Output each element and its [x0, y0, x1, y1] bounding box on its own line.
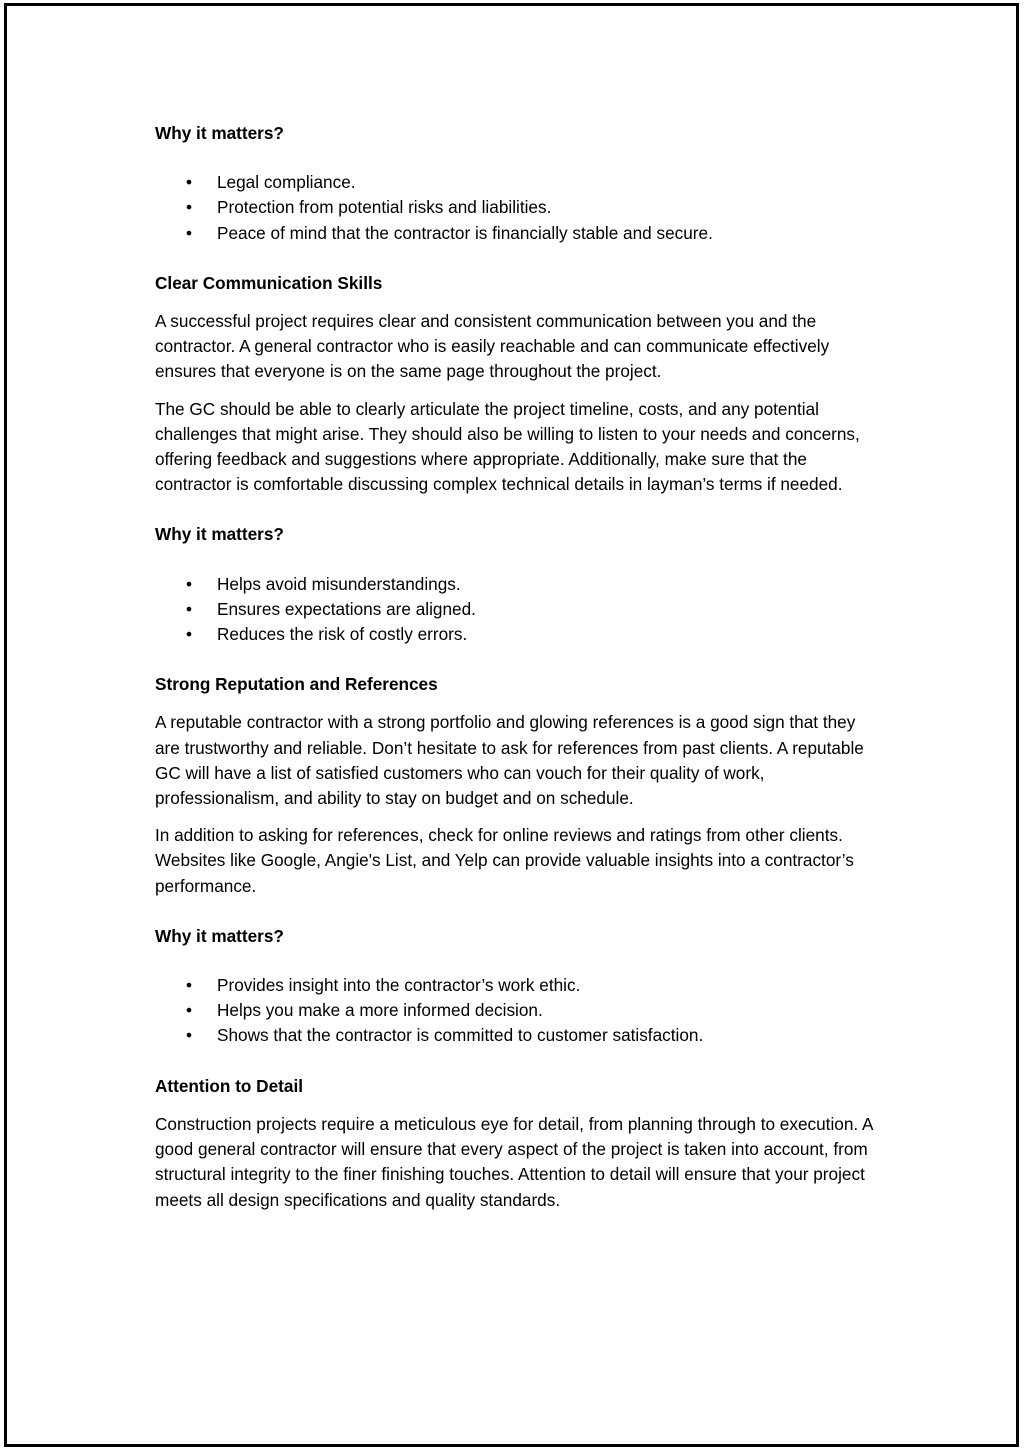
list-item: • Helps avoid misunderstandings.	[155, 572, 875, 597]
list-item: • Provides insight into the contractor’s work ethic.	[155, 973, 875, 998]
document-body	[155, 121, 875, 1213]
list-item: • Helps you make a more informed decision.	[155, 998, 875, 1023]
bullet-list	[155, 170, 875, 246]
section-heading: Why it matters?	[155, 524, 284, 545]
list-item: • Ensures expectations are aligned.	[155, 597, 875, 622]
list-item: • Peace of mind that the contractor is financially stable and secure.	[155, 221, 875, 246]
paragraph: A successful project requires clear and consistent communication between you and the contractor. A general contractor who is easily reachable and can communicate effectively ensures that everyone is on the same page throughout the project.	[155, 311, 830, 382]
section-heading: Strong Reputation and References	[155, 674, 438, 695]
section-heading: Attention to Detail	[155, 1075, 303, 1096]
bullet-list	[155, 973, 875, 1049]
bullet-list	[155, 572, 875, 648]
section-heading: Why it matters?	[155, 123, 284, 143]
list-item: • Legal compliance.	[155, 170, 875, 195]
list-item: • Protection from potential risks and liabilities.	[155, 195, 875, 220]
list-item: • Reduces the risk of costly errors.	[155, 622, 875, 647]
paragraph: Construction projects require a meticulous eye for detail, from planning through to execution. A good general contractor will ensure that every aspect of the project is taken into account, from structural integrity to the finer finishing touches. Attention to detail will ensure that your project meets all design specifications and quality standards.	[155, 1113, 873, 1210]
section-heading: Why it matters?	[155, 925, 284, 946]
paragraph: The GC should be able to clearly articulate the project timeline, costs, and any potential challenges that might arise. They should also be willing to listen to your needs and concerns, offering feedback and suggestions where appropriate. Additionally, make sure that the contractor is comfortable discussing complex technical details in layman’s terms if needed.	[155, 398, 860, 495]
list-item: • Shows that the contractor is committed to customer satisfaction.	[155, 1023, 875, 1048]
paragraph: A reputable contractor with a strong portfolio and glowing references is a good sign that they are trustworthy and reliable. Don’t hesitate to ask for references from past clients. A reputable GC will have a list of satisfied customers who can vouch for their quality of work, professionalism, and ability to stay on budget and on schedule.	[155, 712, 864, 809]
section-heading: Clear Communication Skills	[155, 272, 383, 293]
paragraph: In addition to asking for references, check for online reviews and ratings from other clients. Websites like Google, Angie's List, and Yelp can provide valuable insights into a contractor’s performance.	[155, 825, 854, 896]
